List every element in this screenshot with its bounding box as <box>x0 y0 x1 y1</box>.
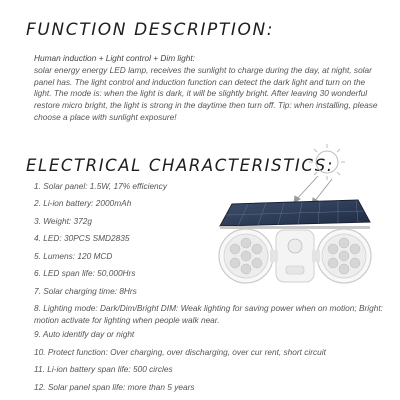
spec-item: 6. LED span life: 50,000Hrs <box>34 268 136 279</box>
function-description-text <box>34 53 384 124</box>
spec-item: 11. Li-ion battery span life: 500 circles <box>34 364 173 375</box>
spec-item: 5. Lumens: 120 MCD <box>34 250 113 261</box>
solar-panel-icon <box>220 200 370 229</box>
spec-item: 12. Solar panel span life: more than 5 years <box>34 381 195 392</box>
spec-item: 1. Solar panel: 1.5W, 17% efficiency <box>34 181 167 191</box>
spec-item: 2. Li-ion battery: 2000mAh <box>34 198 132 209</box>
solar-lamp-illustration <box>210 142 380 292</box>
spec-item: 7. Solar charging time: 8Hrs <box>34 285 137 296</box>
sun-icon <box>309 144 345 180</box>
spec-item: 3. Weight: 372g <box>34 215 92 226</box>
twin-head-lamp-icon <box>219 229 371 283</box>
spec-item: 8. Lighting mode: Dark/Dim/Bright DIM: Weak lighting for saving power when on motion; Bright: motion activate for lighting when people walk near. <box>34 303 383 325</box>
spec-item: 9. Auto identify day or night <box>34 329 135 340</box>
spec-item: 4. LED: 30PCS SMD2835 <box>34 233 130 244</box>
spec-item: 10. Protect function: Over charging, over discharging, over cur rent, short circuit <box>34 346 326 357</box>
function-description-body: solar energy energy LED lamp, receives the sunlight to charge during the day, at night, solar panel has. The light control and induction function can detect the dark light and turn on the light. The mode is: when the light is dark, it will be slightly bright. After leaving 30 wonderful restore micro bright, the light is strong in the daytime then turn off. Tip: when installing, please choose a place with sunlight exposure! <box>34 64 378 122</box>
function-description-heading: FUNCTION DESCRIPTION: <box>26 20 275 40</box>
electrical-characteristics-heading: ELECTRICAL CHARACTERISTICS: <box>26 156 335 175</box>
function-description-subtitle: Human induction + Light control + Dim light: <box>34 53 195 63</box>
